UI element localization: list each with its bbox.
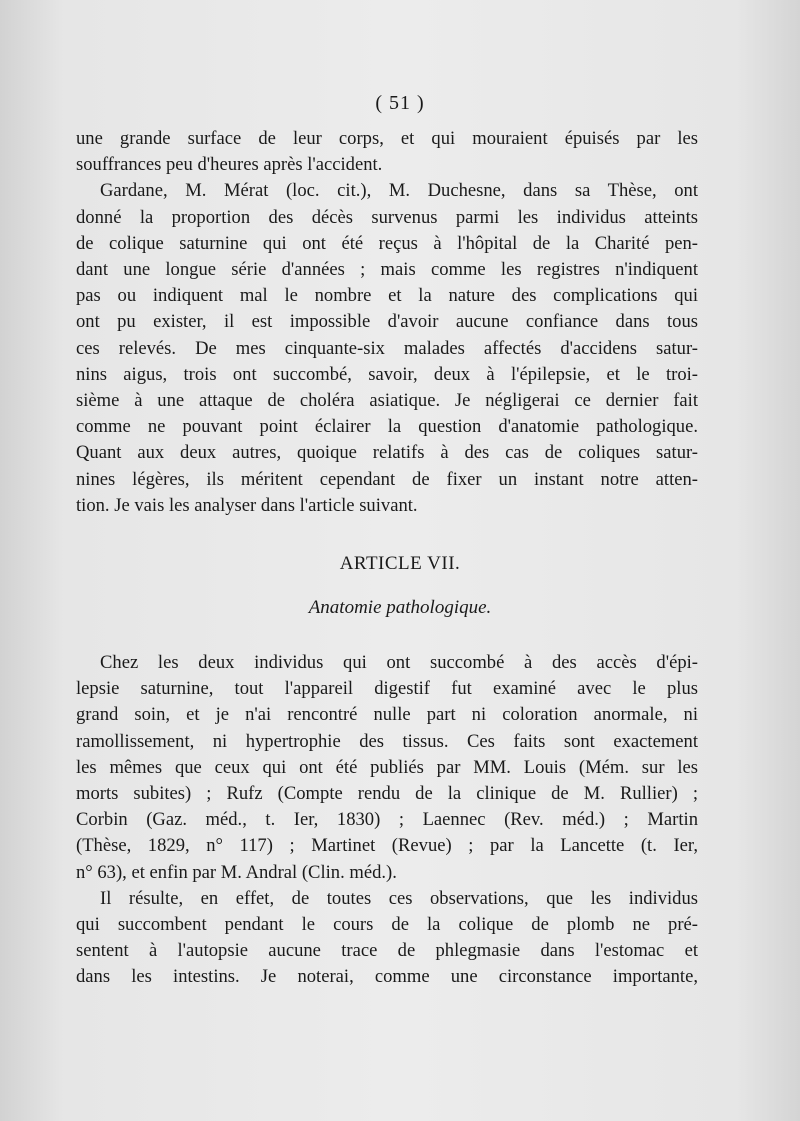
text-line: tion. Je vais les analyser dans l'article suivant. [76, 494, 418, 516]
text-line: de colique saturnine qui ont été reçus à l'hôpital de la Charité pen- [76, 232, 698, 254]
text-block-top [76, 126, 698, 519]
text-line: Corbin (Gaz. méd., t. Ier, 1830) ; Laennec (Rev. méd.) ; Martin [76, 809, 698, 831]
text-line: lepsie saturnine, tout l'appareil digestif fut examiné avec le plus [76, 678, 698, 700]
text-line: nines légères, ils méritent cependant de fixer un instant notre atten- [76, 468, 698, 490]
section-heading: Anatomie pathologique. [308, 597, 492, 618]
text-line: Quant aux deux autres, quoique relatifs à des cas de coliques satur- [76, 442, 698, 464]
text-line: Gardane, M. Mérat (loc. cit.), M. Duchesne, dans sa Thèse, ont [100, 180, 698, 202]
text-line: ont pu exister, il est impossible d'avoir aucune confiance dans tous [76, 311, 698, 333]
article-heading: ARTICLE VII. [339, 553, 461, 574]
text-line: ramollissement, ni hypertrophie des tissus. Ces faits sont exactement [76, 730, 698, 752]
text-line: sième à une attaque de choléra asiatique. Je négligerai ce dernier fait [76, 390, 698, 412]
text-line: une grande surface de leur corps, et qui mouraient épuisés par les [76, 128, 698, 149]
text-line: comme ne pouvant point éclairer la question d'anatomie pathologique. [76, 416, 698, 438]
text-line: morts subites) ; Rufz (Compte rendu de la clinique de M. Rullier) ; [76, 783, 698, 805]
text-block-bottom [76, 650, 698, 991]
text-line: Chez les deux individus qui ont succombé à des accès d'épi- [100, 652, 698, 673]
text-line: ces relevés. De mes cinquante-six malades affectés d'accidens satur- [76, 337, 698, 359]
paragraph [76, 650, 698, 886]
text-line: dans les intestins. Je noterai, comme une circonstance importante, [76, 966, 698, 988]
text-line: donné la proportion des décès survenus parmi les individus atteints [76, 206, 698, 228]
text-line: sentent à l'autopsie aucune trace de phlegmasie dans l'estomac et [76, 940, 698, 962]
text-line: qui succombent pendant le cours de la colique de plomb ne pré- [76, 914, 698, 936]
text-line: Il résulte, en effet, de toutes ces observations, que les individus [100, 887, 698, 909]
text-line: les mêmes que ceux qui ont été publiés par MM. Louis (Mém. sur les [76, 756, 698, 778]
paragraph [76, 126, 698, 178]
text-line: souffrances peu d'heures après l'accident. [76, 154, 383, 176]
paragraph [76, 886, 698, 991]
text-line: nins aigus, trois ont succombé, savoir, deux à l'épilepsie, et le troi- [76, 363, 698, 385]
text-line: n° 63), et enfin par M. Andral (Clin. méd.). [76, 861, 397, 883]
text-line: grand soin, et je n'ai rencontré nulle part ni coloration anormale, ni [76, 704, 698, 726]
text-line: (Thèse, 1829, n° 117) ; Martinet (Revue) ; par la Lancette (t. Ier, [76, 835, 698, 857]
page-number: ( 51 ) [375, 92, 425, 114]
text-line: pas ou indiquent mal le nombre et la nature des complications qui [76, 285, 698, 307]
paragraph [76, 178, 698, 519]
text-line: dant une longue série d'années ; mais comme les registres n'indiquent [76, 259, 698, 281]
